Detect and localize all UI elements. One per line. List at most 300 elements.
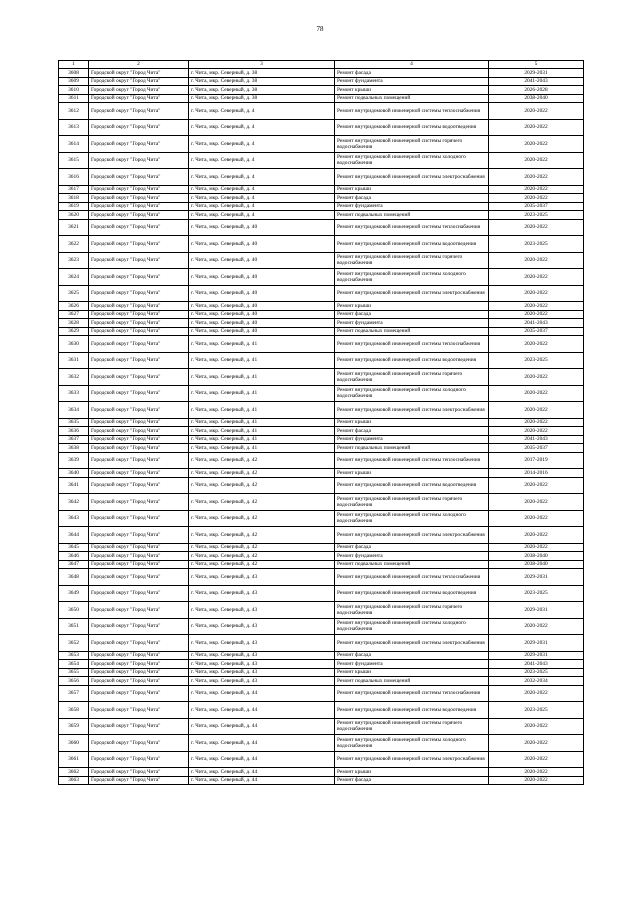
municipality-cell: Городской округ "Город Чита" [89, 718, 189, 735]
work-type-cell: Ремонт внутридомовой инженерной системы холодного водоснабжения [335, 510, 489, 527]
header-cell: 4 [335, 61, 489, 69]
table-row [59, 285, 584, 302]
period-cell: 2035-2037 [489, 202, 584, 211]
period-cell: 2020-2022 [489, 768, 584, 777]
table-row [59, 768, 584, 777]
row-number-cell: 3618 [59, 194, 89, 203]
header-cell: 1 [59, 61, 89, 69]
table-row [59, 510, 584, 527]
row-number-cell: 3645 [59, 543, 89, 552]
municipality-cell: Городской округ "Город Чита" [89, 569, 189, 586]
row-number-cell: 3616 [59, 169, 89, 186]
period-cell: 2041-2043 [489, 435, 584, 444]
address-cell: г. Чита, мкр. Северный, д. 40 [189, 236, 335, 253]
table-row [59, 336, 584, 353]
address-cell: г. Чита, мкр. Северный, д. 41 [189, 402, 335, 419]
table-row [59, 211, 584, 220]
table-header-row [59, 61, 584, 69]
work-type-cell: Ремонт фасада [335, 194, 489, 203]
municipality-cell: Городской округ "Город Чита" [89, 369, 189, 386]
period-cell: 2020-2022 [489, 685, 584, 702]
table-row [59, 119, 584, 136]
row-number-cell: 3627 [59, 310, 89, 319]
municipality-cell: Городской округ "Город Чита" [89, 702, 189, 719]
period-cell: 2020-2022 [489, 103, 584, 120]
address-cell: г. Чита, мкр. Северный, д. 43 [189, 602, 335, 619]
table-row [59, 152, 584, 169]
municipality-cell: Городской округ "Город Чита" [89, 677, 189, 686]
row-number-cell: 3653 [59, 651, 89, 660]
table-row [59, 385, 584, 402]
period-cell: 2020-2022 [489, 751, 584, 768]
municipality-cell: Городской округ "Город Чита" [89, 668, 189, 677]
work-type-cell: Ремонт внутридомовой инженерной системы горячего водоснабжения [335, 252, 489, 269]
period-cell: 2020-2022 [489, 219, 584, 236]
period-cell: 2041-2043 [489, 77, 584, 86]
address-cell: г. Чита, мкр. Северный, д. 42 [189, 543, 335, 552]
municipality-cell: Городской округ "Город Чита" [89, 236, 189, 253]
work-type-cell: Ремонт внутридомовой инженерной системы горячего водоснабжения [335, 136, 489, 153]
header-cell: 2 [89, 61, 189, 69]
work-type-cell: Ремонт внутридомовой инженерной системы теплоснабжения [335, 336, 489, 353]
address-cell: г. Чита, мкр. Северный, д. 38 [189, 69, 335, 78]
table-row [59, 618, 584, 635]
period-cell: 2020-2022 [489, 369, 584, 386]
address-cell: г. Чита, мкр. Северный, д. 41 [189, 369, 335, 386]
address-cell: г. Чита, мкр. Северный, д. 4 [189, 185, 335, 194]
period-cell: 2038-2040 [489, 94, 584, 103]
municipality-cell: Городской округ "Город Чита" [89, 219, 189, 236]
table-row [59, 103, 584, 120]
work-type-cell: Ремонт крыши [335, 86, 489, 95]
table-row [59, 169, 584, 186]
municipality-cell: Городской округ "Город Чита" [89, 751, 189, 768]
work-type-cell: Ремонт внутридомовой инженерной системы холодного водоснабжения [335, 618, 489, 635]
row-number-cell: 3640 [59, 469, 89, 478]
period-cell: 2020-2022 [489, 252, 584, 269]
work-type-cell: Ремонт фундамента [335, 660, 489, 669]
municipality-cell: Городской округ "Город Чита" [89, 602, 189, 619]
work-type-cell: Ремонт крыши [335, 469, 489, 478]
table-row [59, 452, 584, 469]
municipality-cell: Городской округ "Город Чита" [89, 735, 189, 752]
municipality-cell: Городской округ "Город Чита" [89, 560, 189, 569]
municipality-cell: Городской округ "Город Чита" [89, 510, 189, 527]
row-number-cell: 3651 [59, 618, 89, 635]
row-number-cell: 3631 [59, 352, 89, 369]
municipality-cell: Городской округ "Город Чита" [89, 77, 189, 86]
address-cell: г. Чита, мкр. Северный, д. 44 [189, 735, 335, 752]
row-number-cell: 3639 [59, 452, 89, 469]
row-number-cell: 3636 [59, 427, 89, 436]
table-row [59, 735, 584, 752]
municipality-cell: Городской округ "Город Чита" [89, 402, 189, 419]
table-row [59, 560, 584, 569]
row-number-cell: 3643 [59, 510, 89, 527]
table-row [59, 494, 584, 511]
work-type-cell: Ремонт фасада [335, 310, 489, 319]
table-row [59, 677, 584, 686]
period-cell: 2020-2022 [489, 119, 584, 136]
work-type-cell: Ремонт внутридомовой инженерной системы теплоснабжения [335, 103, 489, 120]
row-number-cell: 3622 [59, 236, 89, 253]
municipality-cell: Городской округ "Город Чита" [89, 494, 189, 511]
work-type-cell: Ремонт фундамента [335, 319, 489, 328]
table-row [59, 369, 584, 386]
address-cell: г. Чита, мкр. Северный, д. 41 [189, 418, 335, 427]
row-number-cell: 3612 [59, 103, 89, 120]
row-number-cell: 3635 [59, 418, 89, 427]
work-type-cell: Ремонт внутридомовой инженерной системы электроснабжения [335, 635, 489, 652]
table-row [59, 776, 584, 785]
work-type-cell: Ремонт внутридомовой инженерной системы теплоснабжения [335, 452, 489, 469]
address-cell: г. Чита, мкр. Северный, д. 4 [189, 119, 335, 136]
table-row [59, 527, 584, 544]
period-cell: 2026-2028 [489, 86, 584, 95]
table-row [59, 327, 584, 336]
address-cell: г. Чита, мкр. Северный, д. 42 [189, 527, 335, 544]
address-cell: г. Чита, мкр. Северный, д. 4 [189, 152, 335, 169]
address-cell: г. Чита, мкр. Северный, д. 40 [189, 327, 335, 336]
address-cell: г. Чита, мкр. Северный, д. 40 [189, 302, 335, 311]
address-cell: г. Чита, мкр. Северный, д. 43 [189, 635, 335, 652]
table-row [59, 352, 584, 369]
period-cell: 2020-2022 [489, 543, 584, 552]
row-number-cell: 3652 [59, 635, 89, 652]
period-cell: 2023-2025 [489, 585, 584, 602]
work-type-cell: Ремонт фасада [335, 427, 489, 436]
municipality-cell: Городской округ "Город Чита" [89, 269, 189, 286]
work-type-cell: Ремонт внутридомовой инженерной системы водоотведения [335, 236, 489, 253]
work-type-cell: Ремонт крыши [335, 185, 489, 194]
work-type-cell: Ремонт внутридомовой инженерной системы холодного водоснабжения [335, 385, 489, 402]
address-cell: г. Чита, мкр. Северный, д. 38 [189, 77, 335, 86]
table-row [59, 136, 584, 153]
period-cell: 2020-2022 [489, 336, 584, 353]
work-type-cell: Ремонт внутридомовой инженерной системы водоотведения [335, 585, 489, 602]
period-cell: 2029-2031 [489, 69, 584, 78]
municipality-cell: Городской округ "Город Чита" [89, 319, 189, 328]
address-cell: г. Чита, мкр. Северный, д. 42 [189, 510, 335, 527]
period-cell: 2020-2022 [489, 136, 584, 153]
period-cell: 2020-2022 [489, 152, 584, 169]
municipality-cell: Городской округ "Город Чита" [89, 635, 189, 652]
work-type-cell: Ремонт внутридомовой инженерной системы горячего водоснабжения [335, 718, 489, 735]
row-number-cell: 3647 [59, 560, 89, 569]
address-cell: г. Чита, мкр. Северный, д. 43 [189, 660, 335, 669]
municipality-cell: Городской округ "Город Чита" [89, 660, 189, 669]
municipality-cell: Городской округ "Город Чита" [89, 194, 189, 203]
municipality-cell: Городской округ "Город Чита" [89, 385, 189, 402]
address-cell: г. Чита, мкр. Северный, д. 41 [189, 444, 335, 453]
address-cell: г. Чита, мкр. Северный, д. 44 [189, 685, 335, 702]
row-number-cell: 3648 [59, 569, 89, 586]
address-cell: г. Чита, мкр. Северный, д. 4 [189, 136, 335, 153]
period-cell: 2023-2025 [489, 702, 584, 719]
municipality-cell: Городской округ "Город Чита" [89, 776, 189, 785]
row-number-cell: 3644 [59, 527, 89, 544]
municipality-cell: Городской округ "Город Чита" [89, 651, 189, 660]
work-type-cell: Ремонт внутридомовой инженерной системы электроснабжения [335, 751, 489, 768]
row-number-cell: 3615 [59, 152, 89, 169]
period-cell: 2020-2022 [489, 185, 584, 194]
table-row [59, 702, 584, 719]
work-type-cell: Ремонт подвальных помещений [335, 560, 489, 569]
period-cell: 2035-2037 [489, 327, 584, 336]
municipality-cell: Городской округ "Город Чита" [89, 211, 189, 220]
row-number-cell: 3613 [59, 119, 89, 136]
row-number-cell: 3621 [59, 219, 89, 236]
municipality-cell: Городской округ "Город Чита" [89, 169, 189, 186]
municipality-cell: Городской округ "Город Чита" [89, 136, 189, 153]
header-cell: 5 [489, 61, 584, 69]
address-cell: г. Чита, мкр. Северный, д. 44 [189, 702, 335, 719]
municipality-cell: Городской округ "Город Чита" [89, 444, 189, 453]
row-number-cell: 3608 [59, 69, 89, 78]
row-number-cell: 3649 [59, 585, 89, 602]
municipality-cell: Городской округ "Город Чита" [89, 685, 189, 702]
work-type-cell: Ремонт фундамента [335, 552, 489, 561]
period-cell: 2038-2040 [489, 560, 584, 569]
work-type-cell: Ремонт фундамента [335, 435, 489, 444]
period-cell: 2020-2022 [489, 494, 584, 511]
address-cell: г. Чита, мкр. Северный, д. 41 [189, 352, 335, 369]
period-cell: 2020-2022 [489, 194, 584, 203]
municipality-cell: Городской округ "Город Чита" [89, 69, 189, 78]
work-type-cell: Ремонт внутридомовой инженерной системы теплоснабжения [335, 569, 489, 586]
address-cell: г. Чита, мкр. Северный, д. 44 [189, 776, 335, 785]
table-row [59, 469, 584, 478]
table-row [59, 194, 584, 203]
work-type-cell: Ремонт подвальных помещений [335, 327, 489, 336]
address-cell: г. Чита, мкр. Северный, д. 42 [189, 477, 335, 494]
period-cell: 2017-2019 [489, 452, 584, 469]
work-type-cell: Ремонт внутридомовой инженерной системы теплоснабжения [335, 685, 489, 702]
address-cell: г. Чита, мкр. Северный, д. 41 [189, 336, 335, 353]
period-cell: 2023-2025 [489, 211, 584, 220]
work-type-cell: Ремонт внутридомовой инженерной системы водоотведения [335, 352, 489, 369]
municipality-cell: Городской округ "Город Чита" [89, 469, 189, 478]
row-number-cell: 3655 [59, 668, 89, 677]
header-cell: 3 [189, 61, 335, 69]
work-type-cell: Ремонт внутридомовой инженерной системы водоотведения [335, 119, 489, 136]
work-type-cell: Ремонт фундамента [335, 202, 489, 211]
municipality-cell: Городской округ "Город Чита" [89, 310, 189, 319]
period-cell: 2020-2022 [489, 776, 584, 785]
table-row [59, 602, 584, 619]
row-number-cell: 3632 [59, 369, 89, 386]
work-type-cell: Ремонт внутридомовой инженерной системы электроснабжения [335, 402, 489, 419]
period-cell: 2032-2034 [489, 677, 584, 686]
work-type-cell: Ремонт крыши [335, 418, 489, 427]
row-number-cell: 3654 [59, 660, 89, 669]
work-type-cell: Ремонт внутридомовой инженерной системы горячего водоснабжения [335, 494, 489, 511]
municipality-cell: Городской округ "Город Чита" [89, 86, 189, 95]
repair-schedule-table [58, 60, 584, 785]
address-cell: г. Чита, мкр. Северный, д. 41 [189, 385, 335, 402]
row-number-cell: 3663 [59, 776, 89, 785]
table-row [59, 435, 584, 444]
period-cell: 2020-2022 [489, 402, 584, 419]
period-cell: 2020-2022 [489, 510, 584, 527]
work-type-cell: Ремонт фасада [335, 776, 489, 785]
address-cell: г. Чита, мкр. Северный, д. 44 [189, 718, 335, 735]
municipality-cell: Городской округ "Город Чита" [89, 418, 189, 427]
table-row [59, 202, 584, 211]
municipality-cell: Городской округ "Город Чита" [89, 119, 189, 136]
period-cell: 2041-2043 [489, 660, 584, 669]
work-type-cell: Ремонт внутридомовой инженерной системы водоотведения [335, 477, 489, 494]
address-cell: г. Чита, мкр. Северный, д. 4 [189, 211, 335, 220]
address-cell: г. Чита, мкр. Северный, д. 4 [189, 194, 335, 203]
table-row [59, 302, 584, 311]
address-cell: г. Чита, мкр. Северный, д. 40 [189, 219, 335, 236]
table-row [59, 402, 584, 419]
municipality-cell: Городской округ "Город Чита" [89, 327, 189, 336]
address-cell: г. Чита, мкр. Северный, д. 40 [189, 269, 335, 286]
row-number-cell: 3650 [59, 602, 89, 619]
municipality-cell: Городской округ "Город Чита" [89, 185, 189, 194]
address-cell: г. Чита, мкр. Северный, д. 43 [189, 569, 335, 586]
row-number-cell: 3659 [59, 718, 89, 735]
row-number-cell: 3634 [59, 402, 89, 419]
period-cell: 2035-2037 [489, 444, 584, 453]
row-number-cell: 3625 [59, 285, 89, 302]
row-number-cell: 3656 [59, 677, 89, 686]
work-type-cell: Ремонт фасада [335, 651, 489, 660]
row-number-cell: 3614 [59, 136, 89, 153]
period-cell: 2020-2022 [489, 735, 584, 752]
period-cell: 2029-2031 [489, 651, 584, 660]
table-row [59, 252, 584, 269]
work-type-cell: Ремонт подвальных помещений [335, 444, 489, 453]
municipality-cell: Городской округ "Город Чита" [89, 352, 189, 369]
row-number-cell: 3611 [59, 94, 89, 103]
period-cell: 2029-2031 [489, 602, 584, 619]
address-cell: г. Чита, мкр. Северный, д. 41 [189, 435, 335, 444]
row-number-cell: 3628 [59, 319, 89, 328]
table-row [59, 543, 584, 552]
table-row [59, 477, 584, 494]
municipality-cell: Городской округ "Город Чита" [89, 435, 189, 444]
period-cell: 2020-2022 [489, 418, 584, 427]
row-number-cell: 3609 [59, 77, 89, 86]
period-cell: 2020-2022 [489, 285, 584, 302]
row-number-cell: 3617 [59, 185, 89, 194]
address-cell: г. Чита, мкр. Северный, д. 44 [189, 768, 335, 777]
row-number-cell: 3658 [59, 702, 89, 719]
table-row [59, 185, 584, 194]
row-number-cell: 3637 [59, 435, 89, 444]
row-number-cell: 3660 [59, 735, 89, 752]
work-type-cell: Ремонт внутридомовой инженерной системы электроснабжения [335, 285, 489, 302]
work-type-cell: Ремонт фундамента [335, 77, 489, 86]
period-cell: 2023-2025 [489, 352, 584, 369]
period-cell: 2023-2025 [489, 668, 584, 677]
municipality-cell: Городской округ "Город Чита" [89, 302, 189, 311]
period-cell: 2038-2040 [489, 552, 584, 561]
work-type-cell: Ремонт внутридомовой инженерной системы электроснабжения [335, 169, 489, 186]
work-type-cell: Ремонт внутридомовой инженерной системы холодного водоснабжения [335, 152, 489, 169]
row-number-cell: 3624 [59, 269, 89, 286]
address-cell: г. Чита, мкр. Северный, д. 4 [189, 202, 335, 211]
municipality-cell: Городской округ "Город Чита" [89, 252, 189, 269]
table-row [59, 310, 584, 319]
municipality-cell: Городской округ "Город Чита" [89, 768, 189, 777]
work-type-cell: Ремонт крыши [335, 302, 489, 311]
municipality-cell: Городской округ "Город Чита" [89, 527, 189, 544]
address-cell: г. Чита, мкр. Северный, д. 38 [189, 86, 335, 95]
municipality-cell: Городской округ "Город Чита" [89, 477, 189, 494]
municipality-cell: Городской округ "Город Чита" [89, 585, 189, 602]
table-row [59, 569, 584, 586]
address-cell: г. Чита, мкр. Северный, д. 42 [189, 452, 335, 469]
work-type-cell: Ремонт крыши [335, 768, 489, 777]
address-cell: г. Чита, мкр. Северный, д. 43 [189, 668, 335, 677]
municipality-cell: Городской округ "Город Чита" [89, 452, 189, 469]
work-type-cell: Ремонт подвальных помещений [335, 211, 489, 220]
municipality-cell: Городской округ "Город Чита" [89, 202, 189, 211]
period-cell: 2014-2016 [489, 469, 584, 478]
address-cell: г. Чита, мкр. Северный, д. 43 [189, 651, 335, 660]
work-type-cell: Ремонт внутридомовой инженерной системы горячего водоснабжения [335, 369, 489, 386]
table-row [59, 585, 584, 602]
table-row [59, 219, 584, 236]
address-cell: г. Чита, мкр. Северный, д. 44 [189, 751, 335, 768]
row-number-cell: 3661 [59, 751, 89, 768]
address-cell: г. Чита, мкр. Северный, д. 38 [189, 94, 335, 103]
address-cell: г. Чита, мкр. Северный, д. 43 [189, 677, 335, 686]
address-cell: г. Чита, мкр. Северный, д. 43 [189, 618, 335, 635]
address-cell: г. Чита, мкр. Северный, д. 43 [189, 585, 335, 602]
address-cell: г. Чита, мкр. Северный, д. 41 [189, 427, 335, 436]
row-number-cell: 3641 [59, 477, 89, 494]
period-cell: 2020-2022 [489, 477, 584, 494]
period-cell: 2020-2022 [489, 302, 584, 311]
table-row [59, 94, 584, 103]
row-number-cell: 3657 [59, 685, 89, 702]
municipality-cell: Городской округ "Город Чита" [89, 336, 189, 353]
period-cell: 2020-2022 [489, 385, 584, 402]
period-cell: 2041-2043 [489, 319, 584, 328]
period-cell: 2023-2025 [489, 236, 584, 253]
table-row [59, 444, 584, 453]
work-type-cell: Ремонт подвальных помещений [335, 94, 489, 103]
work-type-cell: Ремонт подвальных помещений [335, 677, 489, 686]
table-row [59, 269, 584, 286]
address-cell: г. Чита, мкр. Северный, д. 40 [189, 285, 335, 302]
address-cell: г. Чита, мкр. Северный, д. 42 [189, 560, 335, 569]
period-cell: 2020-2022 [489, 527, 584, 544]
row-number-cell: 3646 [59, 552, 89, 561]
address-cell: г. Чита, мкр. Северный, д. 40 [189, 252, 335, 269]
municipality-cell: Городской округ "Город Чита" [89, 94, 189, 103]
table-row [59, 418, 584, 427]
work-type-cell: Ремонт фасада [335, 543, 489, 552]
row-number-cell: 3633 [59, 385, 89, 402]
row-number-cell: 3662 [59, 768, 89, 777]
row-number-cell: 3623 [59, 252, 89, 269]
period-cell: 2020-2022 [489, 427, 584, 436]
row-number-cell: 3642 [59, 494, 89, 511]
period-cell: 2020-2022 [489, 269, 584, 286]
table-row [59, 236, 584, 253]
period-cell: 2020-2022 [489, 618, 584, 635]
address-cell: г. Чита, мкр. Северный, д. 40 [189, 310, 335, 319]
table-row [59, 685, 584, 702]
work-type-cell: Ремонт внутридомовой инженерной системы теплоснабжения [335, 219, 489, 236]
municipality-cell: Городской округ "Город Чита" [89, 152, 189, 169]
